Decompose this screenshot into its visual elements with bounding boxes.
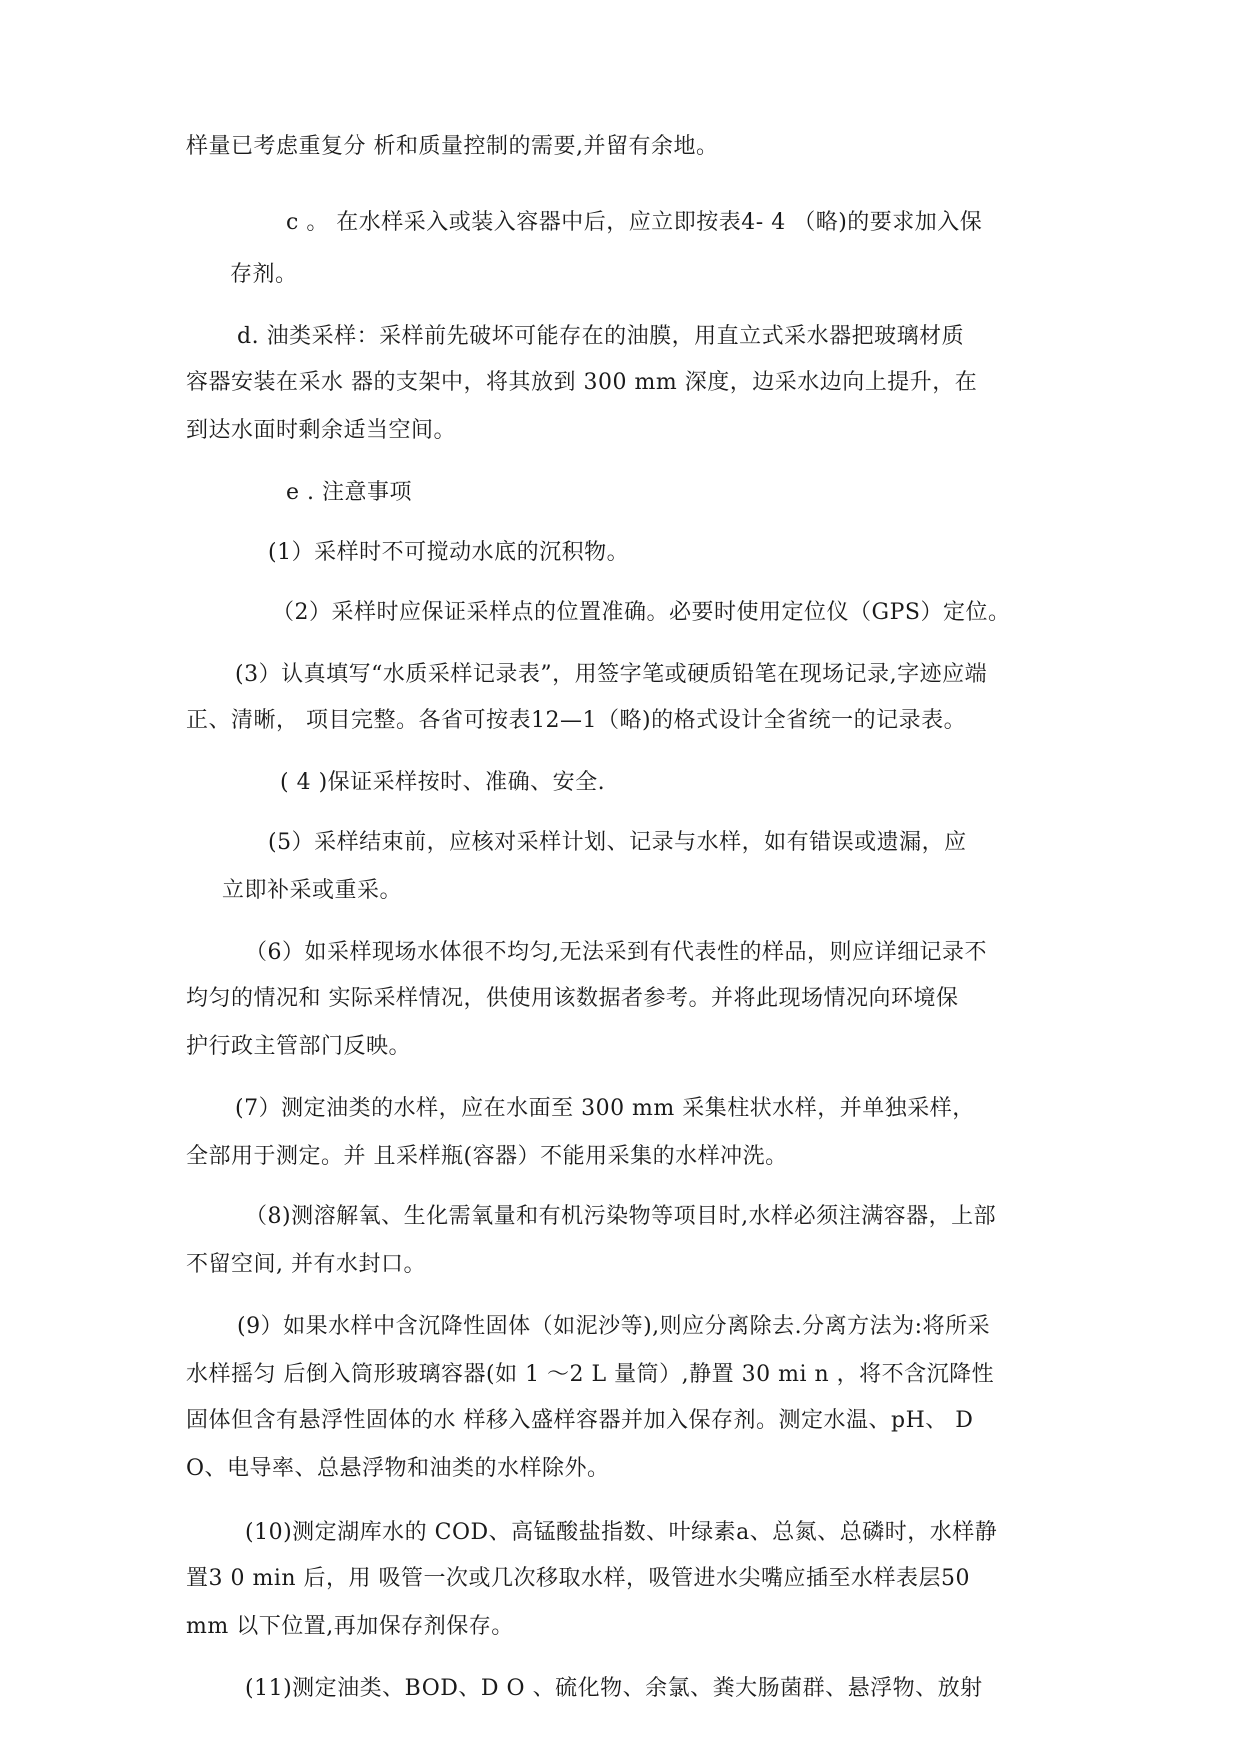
text-line: (7）测定油类的水样，应在水面至 300 mm 采集柱状水样，并单独采样， xyxy=(235,1096,975,1121)
text-line: (3）认真填写“水质采样记录表”，用签字笔或硬质铅笔在现场记录,字迹应端 xyxy=(235,662,988,687)
text-line: 全部用于测定。并 且采样瓶(容器）不能用采集的水样冲洗。 xyxy=(186,1144,788,1169)
text-line: 样量已考虑重复分 析和质量控制的需要,并留有余地。 xyxy=(186,134,719,159)
text-line: （8)测溶解氧、生化需氧量和有机污染物等项目时,水样必须注满容器，上部 xyxy=(245,1204,997,1229)
text-line: 均匀的情况和 实际采样情况，供使用该数据者参考。并将此现场情况向环境保 xyxy=(186,986,959,1011)
section-heading: e . 注意事项 xyxy=(286,480,412,505)
text-line: 存剂。 xyxy=(230,262,298,287)
text-line: 到达水面时剩余适当空间。 xyxy=(186,418,457,443)
text-line: (5）采样结束前，应核对采样计划、记录与水样，如有错误或遗漏，应 xyxy=(268,830,967,855)
text-line: 水样摇匀 后倒入筒形玻璃容器(如 1 ～2 L 量筒）,静置 30 mi n ，将不含沉降性 xyxy=(186,1362,995,1387)
text-line: 置3 0 min 后，用 吸管一次或几次移取水样，吸管进水尖嘴应插至水样表层50 xyxy=(186,1566,971,1591)
text-line: (1）采样时不可搅动水底的沉积物。 xyxy=(268,540,630,565)
text-line: d. 油类采样：采样前先破坏可能存在的油膜，用直立式采水器把玻璃材质 xyxy=(237,324,965,349)
text-line: ( 4 )保证采样按时、准确、安全. xyxy=(280,770,606,795)
text-line: (10)测定湖库水的 COD、高锰酸盐指数、叶绿素a、总氮、总磷时，水样静 xyxy=(245,1520,998,1545)
text-line: 不留空间, 并有水封口。 xyxy=(186,1252,426,1277)
text-line: 护行政主管部门反映。 xyxy=(186,1034,412,1059)
text-line: (9）如果水样中含沉降性固体（如泥沙等),则应分离除去.分离方法为:将所采 xyxy=(237,1314,991,1339)
text-line: mm 以下位置,再加保存剂保存。 xyxy=(186,1614,514,1639)
text-line: （6）如采样现场水体很不均匀,无法采到有代表性的样品，则应详细记录不 xyxy=(245,940,987,965)
text-line: 立即补采或重采。 xyxy=(222,878,403,903)
text-line: O、电导率、总悬浮物和油类的水样除外。 xyxy=(186,1456,610,1481)
text-line: (11)测定油类、BOD、D O 、硫化物、余氯、粪大肠菌群、悬浮物、放射 xyxy=(245,1676,983,1701)
text-line: 正、清晰， 项目完整。各省可按表12—1（略)的格式设计全省统一的记录表。 xyxy=(186,708,967,733)
text-line: 固体但含有悬浮性固体的水 样移入盛样容器并加入保存剂。测定水温、pH、 D xyxy=(186,1408,974,1433)
text-line: （2）采样时应保证采样点的位置准确。必要时使用定位仪（GPS）定位。 xyxy=(272,600,1011,625)
text-line: c 。 在水样采入或装入容器中后，应立即按表4- 4 （略)的要求加入保 xyxy=(286,210,983,235)
text-line: 容器安装在采水 器的支架中，将其放到 300 mm 深度，边采水边向上提升，在 xyxy=(186,370,978,395)
